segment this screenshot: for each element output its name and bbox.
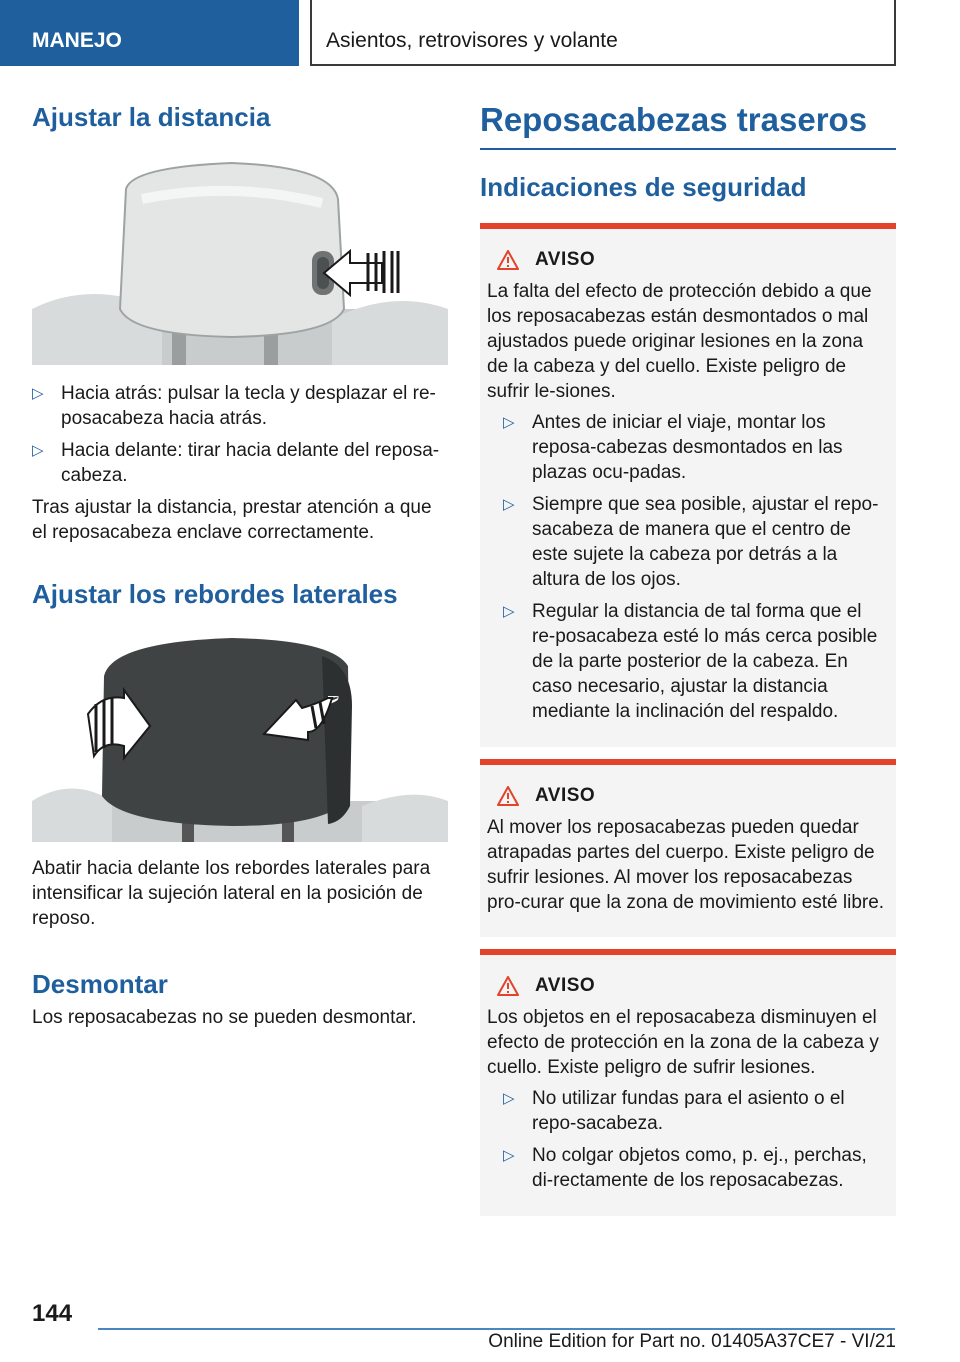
headrest-distance-illustration: [32, 159, 448, 365]
warning-text: La falta del efecto de protección debido a que los reposacabezas están desmontados o mal ajustados puede originar lesiones en la zona de la cabeza y del cuello. Existe peligro de sufrir le-siones.: [487, 280, 872, 402]
triangle-bullet-icon: ▷: [503, 602, 515, 620]
distance-bullets: [32, 381, 448, 488]
triangle-bullet-icon: ▷: [32, 442, 44, 460]
list-item: ▷ No colgar objetos como, p. ej., perchas, di-rectamente de los reposacabezas.: [503, 1144, 867, 1191]
warning-label: AVISO: [535, 248, 596, 270]
chapter-label: MANEJO: [0, 0, 299, 66]
warning-box: [480, 949, 896, 1216]
warning-box: [480, 223, 896, 747]
safety-notes-heading: Indicaciones de seguridad: [480, 171, 807, 202]
triangle-bullet-icon: ▷: [503, 1089, 515, 1107]
section-label: Asientos, retrovisores y volante: [310, 0, 896, 66]
triangle-bullet-icon: ▷: [503, 413, 515, 431]
edition-info: Online Edition for Part no. 01405A37CE7 - VI/21: [488, 1331, 896, 1352]
distance-note: Tras ajustar la distancia, prestar atención a que el reposacabeza enclave correctamente.: [32, 497, 432, 544]
warning-bullets: [487, 410, 886, 724]
warning-box: [480, 759, 896, 937]
warning-label: AVISO: [535, 974, 596, 996]
warning-triangle-icon: [497, 250, 519, 270]
triangle-bullet-icon: ▷: [32, 385, 44, 403]
list-item: ▷ Hacia delante: tirar hacia delante del reposa-cabeza.: [32, 440, 440, 487]
headrest-distance-figure: [32, 159, 448, 365]
side-flaps-heading: Ajustar los rebordes laterales: [32, 579, 398, 610]
side-flaps-text: Abatir hacia delante los rebordes laterales para intensificar la sujeción lateral en la posición de reposo.: [32, 858, 431, 930]
rear-headrests-heading: Reposacabezas traseros: [480, 100, 896, 150]
list-item: ▷ No utilizar fundas para el asiento o el repo-sacabeza.: [503, 1087, 845, 1134]
remove-heading: Desmontar: [32, 969, 168, 1000]
warning-header: [487, 975, 886, 997]
warning-label: AVISO: [535, 784, 596, 806]
list-item: ▷ Antes de iniciar el viaje, montar los reposa-cabezas desmontados en las plazas ocu-padas.: [503, 411, 843, 483]
warning-bullets: [487, 1086, 886, 1193]
warning-triangle-icon: [497, 976, 519, 996]
headrest-flaps-figure: [32, 636, 448, 842]
headrest-flaps-illustration: [32, 636, 448, 842]
warning-text: Al mover los reposacabezas pueden quedar atrapadas partes del cuerpo. Existe peligro de sufrir lesiones. Al mover los reposacabezas pro-curar que la zona de movimiento esté libre.: [487, 816, 885, 913]
footer-divider: [98, 1328, 895, 1330]
triangle-bullet-icon: ▷: [503, 495, 515, 513]
warning-header: [487, 249, 886, 271]
distance-heading: Ajustar la distancia: [32, 102, 271, 132]
triangle-bullet-icon: ▷: [503, 1146, 515, 1164]
left-column: [32, 100, 448, 1030]
list-item: ▷ Regular la distancia de tal forma que el re-posacabeza esté lo más cerca posible de la parte posterior de la cabeza. En caso necesario, ajustar la distancia mediante la inclinación del respaldo.: [503, 600, 878, 722]
list-item: ▷ Siempre que sea posible, ajustar el repo-sacabeza de manera que el centro de este sujete la cabeza por detrás a la altura de los ojos.: [503, 493, 879, 590]
list-item: ▷ Hacia atrás: pulsar la tecla y desplazar el re-posacabeza hacia atrás.: [32, 383, 436, 430]
warning-triangle-icon: [497, 786, 519, 806]
page-header: [0, 0, 960, 66]
warning-header: [487, 785, 886, 807]
warning-text: Los objetos en el reposacabeza disminuyen el efecto de protección en la zona de la cabeza y cuello. Existe peligro de sufrir lesiones.: [487, 1006, 879, 1078]
remove-text: Los reposacabezas no se pueden desmontar.: [32, 1006, 417, 1028]
page-number: 144: [32, 1300, 73, 1327]
right-column: [480, 100, 896, 1216]
